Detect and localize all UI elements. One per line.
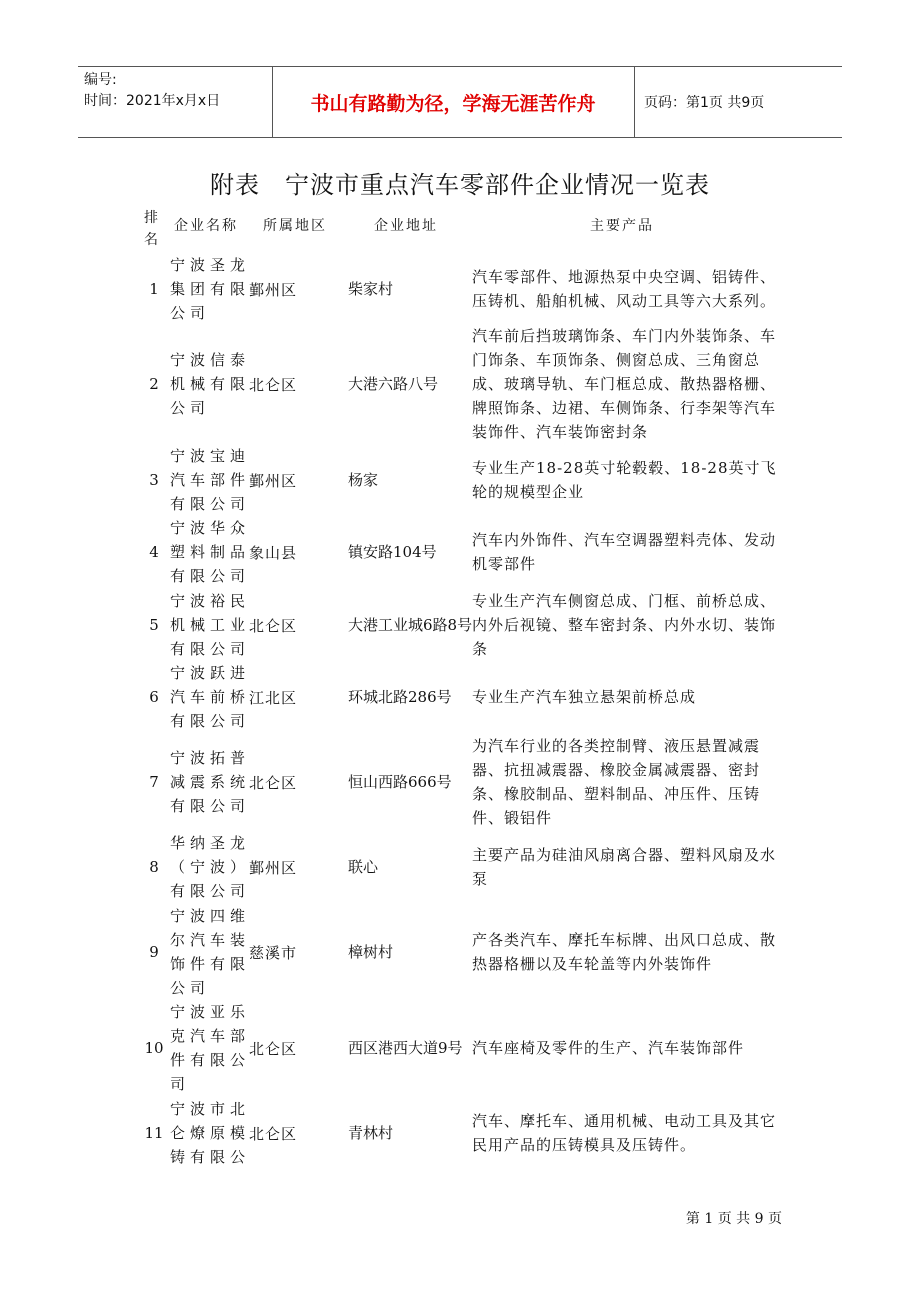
region: 鄞州区 [249, 859, 298, 877]
company-name: 宁波信泰机械有限公司 [170, 351, 251, 417]
region: 北仑区 [249, 774, 298, 792]
main-products: 专业生产汽车侧窗总成、门框、前桥总成、内外后视镜、整车密封条、内外水切、装饰条 [472, 592, 777, 658]
address: 联心 [348, 858, 379, 876]
main-products: 为汽车行业的各类控制臂、液压悬置减震器、抗扭减震器、橡胶金属减震器、密封条、橡胶制品、塑料制品、冲压件、压铸件、锻铝件 [472, 737, 761, 827]
region: 北仑区 [249, 1125, 298, 1143]
company-name: 宁波四维尔汽车装饰件有限公司 [170, 907, 251, 997]
column-address: 企业地址 [374, 218, 438, 234]
column-products: 主要产品 [590, 218, 654, 234]
company-name: 宁波市北仑燎原模铸有限公 [170, 1100, 251, 1166]
main-products: 汽车内外饰件、汽车空调器塑料壳体、发动机零部件 [472, 531, 777, 573]
address: 杨家 [348, 471, 379, 489]
main-products: 汽车、摩托车、通用机械、电动工具及其它民用产品的压铸模具及压铸件。 [472, 1112, 777, 1154]
address: 大港六路八号 [348, 375, 439, 393]
row-rank: 10 [144, 1039, 164, 1057]
row-rank: 3 [149, 471, 159, 489]
row-rank: 8 [149, 858, 159, 876]
row-rank: 5 [149, 616, 159, 634]
header-meta [84, 70, 220, 112]
company-name: 华纳圣龙（宁波）有限公司 [170, 834, 251, 900]
region: 鄞州区 [249, 472, 298, 490]
region: 象山县 [249, 544, 298, 562]
column-rank: 排 名 [144, 210, 158, 248]
row-rank: 4 [149, 543, 159, 561]
page-header [78, 66, 842, 138]
region: 鄞州区 [249, 281, 298, 299]
column-region: 所属地区 [263, 218, 327, 234]
company-name: 宁波圣龙集团有限公司 [170, 256, 251, 322]
row-rank: 6 [149, 688, 159, 706]
column-name: 企业名称 [174, 218, 238, 234]
region: 江北区 [249, 689, 298, 707]
address: 樟树村 [348, 943, 394, 961]
company-name: 宁波华众塑料制品有限公司 [170, 519, 251, 585]
region: 北仑区 [249, 376, 298, 394]
main-products: 汽车零部件、地源热泵中央空调、铝铸件、压铸机、船舶机械、风动工具等六大系列。 [472, 268, 777, 310]
main-products: 主要产品为硅油风扇离合器、塑料风扇及水泵 [472, 846, 777, 888]
header-motto: 书山有路勤为径，学海无涯苦作舟 [310, 92, 596, 115]
row-rank: 11 [144, 1124, 164, 1142]
row-rank: 1 [149, 280, 159, 298]
company-name: 宁波宝迪汽车部件有限公司 [170, 447, 251, 513]
address: 大港工业城6路8号 [348, 616, 473, 634]
address: 柴家村 [348, 280, 394, 298]
document-title: 附表 宁波市重点汽车零部件企业情况一览表 [210, 171, 710, 199]
region: 北仑区 [249, 1040, 298, 1058]
region: 慈溪市 [249, 944, 298, 962]
number-label: 编号: [84, 72, 117, 88]
company-name: 宁波裕民机械工业有限公司 [170, 592, 251, 658]
address: 环城北路286号 [348, 688, 452, 706]
main-products: 汽车前后挡玻璃饰条、车门内外装饰条、车门饰条、车顶饰条、侧窗总成、三角窗总成、玻璃导轨、车门框总成、散热器格栅、牌照饰条、边裙、车侧饰条、行李架等汽车装饰件、汽车装饰密封条 [472, 327, 777, 441]
header-page-info: 页码：第1页 共9页 [644, 95, 765, 111]
row-rank: 2 [149, 375, 159, 393]
main-products: 专业生产18-28英寸轮毂毂、18-28英寸飞轮的规模型企业 [472, 459, 777, 501]
main-products: 汽车座椅及零件的生产、汽车装饰部件 [472, 1039, 745, 1057]
address: 恒山西路666号 [348, 773, 452, 791]
address: 镇安路104号 [348, 543, 437, 561]
main-products: 专业生产汽车独立悬架前桥总成 [472, 688, 697, 706]
header-divider [634, 67, 635, 137]
main-products: 产各类汽车、摩托车标牌、出风口总成、散热器格栅以及车轮盖等内外装饰件 [472, 931, 777, 973]
row-rank: 7 [149, 773, 159, 791]
row-rank: 9 [149, 943, 159, 961]
time-label: 时间：2021年x月x日 [84, 93, 221, 109]
address: 西区港西大道9号 [348, 1039, 463, 1057]
company-name: 宁波拓普减震系统有限公司 [170, 749, 251, 815]
region: 北仑区 [249, 617, 298, 635]
company-name: 宁波亚乐克汽车部件有限公司 [170, 1003, 251, 1093]
address: 青林村 [348, 1124, 394, 1142]
company-name: 宁波跃进汽车前桥有限公司 [170, 664, 251, 730]
page-footer: 第 1 页 共 9 页 [685, 1211, 782, 1227]
